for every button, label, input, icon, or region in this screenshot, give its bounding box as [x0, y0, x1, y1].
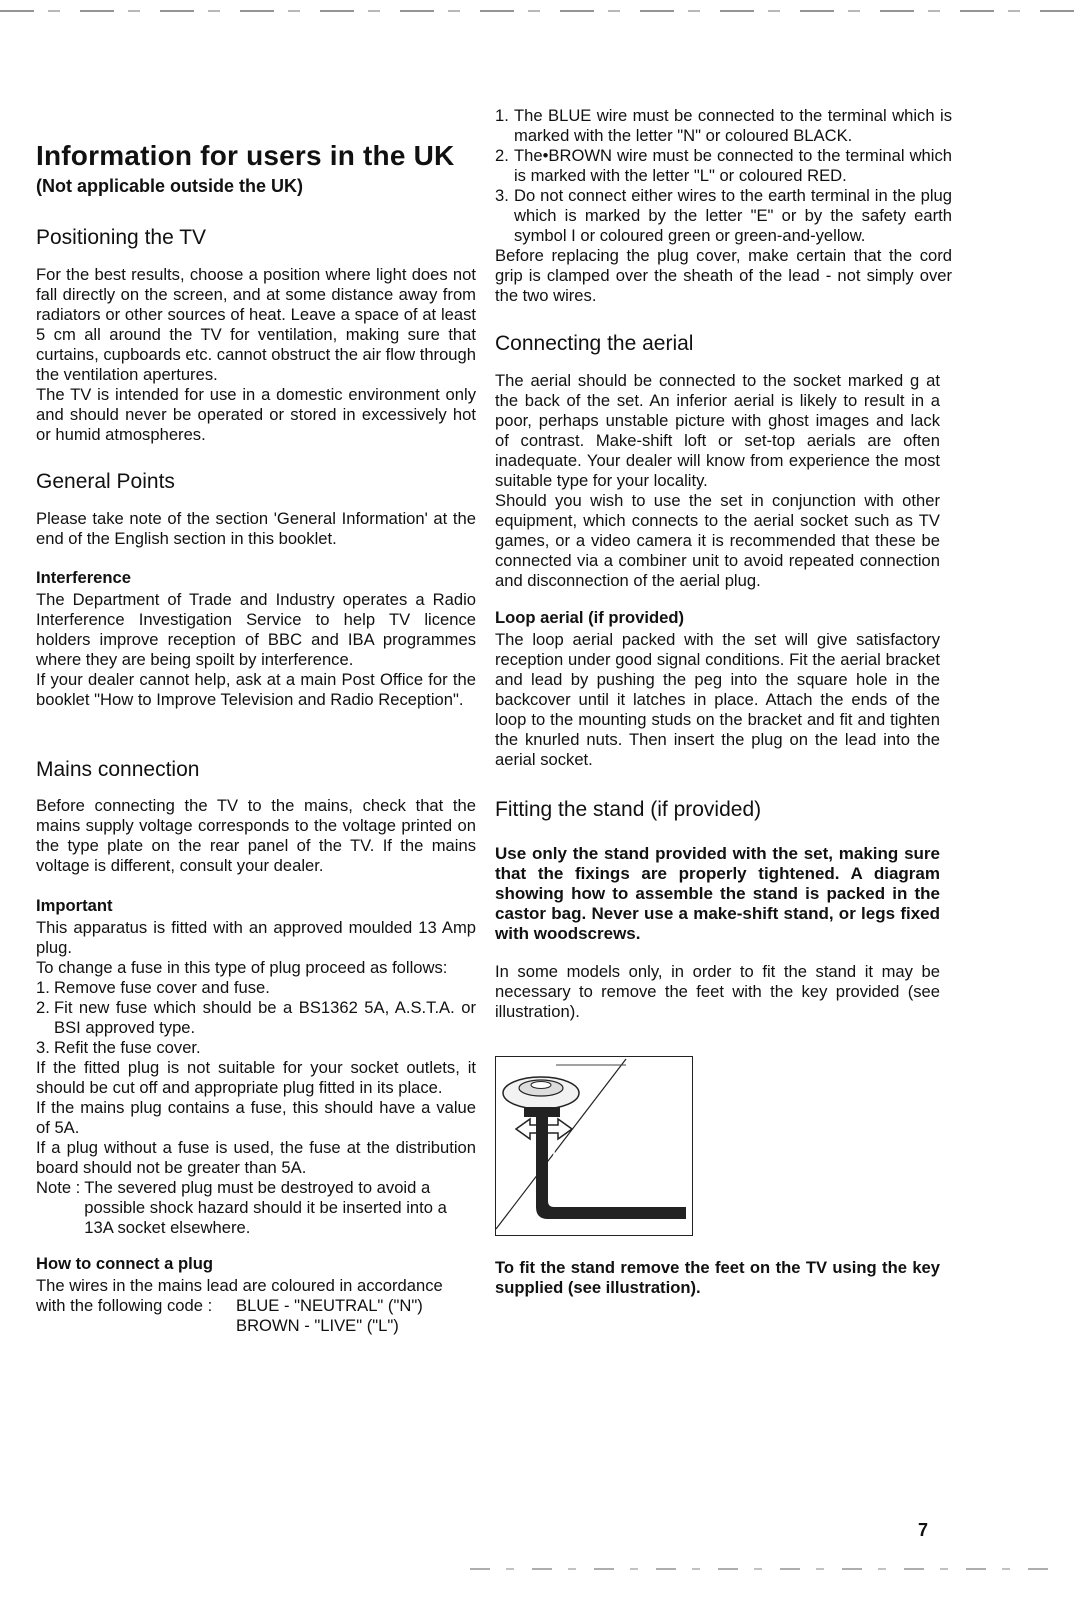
wire-instructions [495, 106, 952, 306]
scan-edge-bottom [470, 1568, 1060, 1570]
stand-caption [495, 1258, 940, 1298]
connect-plug-text [36, 1276, 496, 1336]
page-title: Information for users in the UK [36, 140, 455, 171]
heading-mains: Mains connection [36, 758, 200, 781]
code-blue: BLUE - "NEUTRAL" ("N") [236, 1296, 423, 1315]
heading-connect-plug: How to connect a plug [36, 1254, 213, 1273]
scan-edge-top [0, 10, 1082, 12]
note-label: Note : [36, 1178, 81, 1197]
fuse-step: 1. Remove fuse cover and fuse. [36, 978, 270, 997]
fuse-steps-list [36, 978, 476, 1058]
loop-paragraph: The loop aerial packed with the set will give satisfactory reception under good signal conditions. Fit the aerial bracket and lead by pushing the peg into the square hole in the backcover until it latches in place. Attach the ends of the loop to the mounting studs on the bracket and fit and tighten the knurled nuts. Then insert the plug on the lead into the aerial socket. [495, 630, 940, 769]
wire-step: 3. Do not connect either wires to the earth terminal in the plug which is marked by the letter "E" or by the safety earth symbol I or coloured green or green-and-yellow. [495, 186, 952, 245]
heading-aerial: Connecting the aerial [495, 332, 694, 355]
positioning-paragraph-1: For the best results, choose a position where light does not fall directly on the screen, and at some distance away from radiators or other sources of heat. Leave a space of at least 5 cm all around the TV for ventilation, making sure that curtains, cupboards etc. cannot obstruct the air flow through the ventilation apertures. [36, 265, 476, 384]
heading-interference: Interference [36, 568, 131, 587]
stand-caption-text: To fit the stand remove the feet on the TV using the key supplied (see illustration). [495, 1258, 940, 1297]
connect-plug-line-3 [36, 1316, 496, 1336]
important-lead: To change a fuse in this type of plug proceed as follows: [36, 958, 448, 977]
connect-plug-line-2 [36, 1296, 496, 1316]
important-after-2: If the mains plug contains a fuse, this should have a value of 5A. [36, 1098, 476, 1137]
general-points-text [36, 509, 476, 549]
wires-after: Before replacing the plug cover, make certain that the cord grip is clamped over the sheath of the lead - not simply over the two wires. [495, 246, 952, 305]
positioning-text [36, 265, 476, 445]
stand-warning [495, 844, 940, 944]
loop-text [495, 630, 940, 770]
wire-list [495, 106, 952, 246]
wire-step: 2. The•BROWN wire must be connected to the terminal which is marked with the letter "L" or coloured RED. [495, 146, 952, 185]
important-intro: This apparatus is fitted with an approved moulded 13 Amp plug. [36, 918, 476, 957]
stand-key-illustration [495, 1056, 693, 1236]
stand-paragraph: In some models only, in order to fit the stand it may be necessary to remove the feet with the key provided (see illustration). [495, 962, 940, 1021]
stand-warning-text: Use only the stand provided with the set, making sure that the fixings are properly tightened. A diagram showing how to assemble the stand is packed in the castor bag. Never use a make-shift stand, or legs fixed with woodscrews. [495, 844, 940, 943]
important-text [36, 918, 476, 1238]
interference-text [36, 590, 476, 710]
positioning-paragraph-2: The TV is intended for use in a domestic environment only and should never be operated or stored in excessively hot or humid atmospheres. [36, 385, 476, 444]
mains-text [36, 796, 476, 876]
aerial-paragraph-2: Should you wish to use the set in conjunction with other equipment, which connects to the aerial socket such as TV games, or a video camera it is recommended that these be connected via a combiner unit to avoid repeated connection and disconnection of the aerial plug. [495, 491, 940, 590]
connect-plug-line-1: The wires in the mains lead are coloured in accordance [36, 1276, 443, 1295]
fuse-step: 2. Fit new fuse which should be a BS1362 5A, A.S.T.A. or BSI approved type. [36, 998, 476, 1037]
note-text: The severed plug must be destroyed to avoid a possible shock hazard should it be inserted into a 13A socket elsewhere. [84, 1178, 447, 1237]
mains-paragraph: Before connecting the TV to the mains, check that the mains supply voltage corresponds to the voltage printed on the type plate on the rear panel of the TV. If the mains voltage is different, consult your dealer. [36, 796, 476, 875]
interference-paragraph-1: The Department of Trade and Industry operates a Radio Interference Investigation Service to help TV licence holders improve reception of BBC and IBA programmes where they are being spoilt by interference. [36, 590, 476, 669]
heading-positioning: Positioning the TV [36, 226, 207, 249]
code-prefix: with the following code : [36, 1296, 213, 1315]
code-brown: BROWN - "LIVE" ("L") [236, 1316, 399, 1335]
page-number: 7 [918, 1520, 929, 1540]
stand-text [495, 962, 940, 1022]
aerial-paragraph-1: The aerial should be connected to the socket marked g at the back of the set. An inferior aerial is likely to result in a poor, perhaps unstable picture with ghost images and lack of contrast. Make-shift loft or set-top aerials are often inadequate. Your dealer will know from experience the most suitable type for your locality. [495, 371, 940, 490]
important-after-3: If a plug without a fuse is used, the fuse at the distribution board should not be greater than 5A. [36, 1138, 476, 1177]
page-subtitle: (Not applicable outside the UK) [36, 176, 304, 196]
general-points-paragraph: Please take note of the section 'General Information' at the end of the English section in this booklet. [36, 509, 476, 548]
heading-loop-aerial: Loop aerial (if provided) [495, 608, 684, 627]
important-after-1: If the fitted plug is not suitable for your socket outlets, it should be cut off and appropriate plug fitted in its place. [36, 1058, 476, 1097]
heading-general-points: General Points [36, 470, 175, 493]
heading-important: Important [36, 896, 113, 915]
aerial-text [495, 371, 940, 591]
heading-stand: Fitting the stand (if provided) [495, 798, 762, 821]
key-diagram [496, 1057, 692, 1235]
fuse-step: 3. Refit the fuse cover. [36, 1038, 201, 1057]
interference-paragraph-2: If your dealer cannot help, ask at a main Post Office for the booklet "How to Improve Television and Radio Reception". [36, 670, 476, 709]
wire-step: 1. The BLUE wire must be connected to the terminal which is marked with the letter "N" or coloured BLACK. [495, 106, 952, 145]
important-note [36, 1178, 476, 1238]
